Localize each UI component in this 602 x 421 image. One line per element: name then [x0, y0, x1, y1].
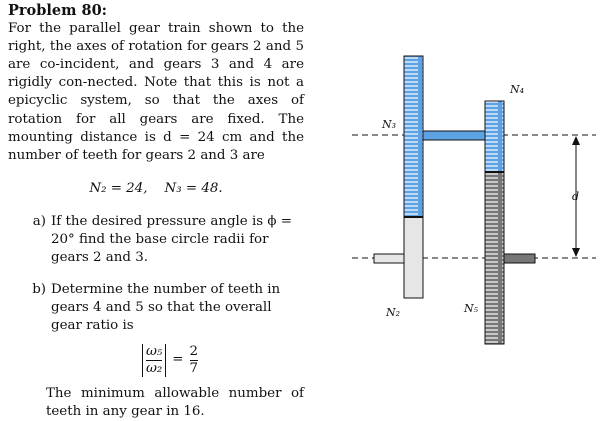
gear-4 — [485, 101, 504, 172]
label-n2: N₂ — [386, 306, 401, 319]
problem-title: Problem 80: — [8, 2, 108, 19]
part-b-text: Determine the number of teeth in gears 4 and 5 so that the overall gear ratio is — [51, 282, 281, 334]
ratio-equals: = — [172, 351, 184, 367]
part-b-label: b) — [32, 282, 46, 298]
ratio-denominator: ω₂ — [146, 360, 163, 376]
label-n5: N₅ — [464, 302, 479, 315]
problem-intro: For the parallel gear train shown to the right, the axes of rotation for gears 2 and 5 are co-incident, and gears 3 and 4 are rigidly con-nected. Note that this is not a epicyclic system, so that the axes of rotation for all gears are fixed. The mounting distance is d = 24 cm and the number of teeth for gears 2 and 3 are — [8, 21, 304, 163]
part-a-label: a) — [32, 213, 46, 229]
shaft-right-output — [504, 254, 535, 263]
ratio-value-num: 2 — [189, 343, 199, 359]
eq-n3: N₃ = 48. — [164, 180, 223, 196]
ratio-value-den: 7 — [189, 360, 199, 376]
shaft-left-input — [374, 254, 405, 263]
label-n3: N₃ — [382, 118, 397, 131]
dimension-d-arrow-top — [572, 136, 580, 145]
part-a-text: If the desired pressure angle is ϕ = 20° find the base circle radii for gears 2 and 3. — [51, 213, 292, 266]
label-d: d — [572, 190, 580, 203]
gear-3 — [404, 56, 423, 217]
label-n4: N₄ — [510, 83, 525, 96]
eq-n2: N₂ = 24, — [89, 180, 148, 196]
problem-note: The minimum allowable number of teeth in any gear in 16. — [46, 385, 304, 419]
dimension-d-arrow-bottom — [572, 248, 580, 257]
shaft-gear3-gear4 — [423, 131, 485, 140]
ratio-numerator: ω₅ — [146, 343, 163, 359]
gear-5 — [485, 172, 504, 344]
gear-2 — [404, 217, 423, 298]
